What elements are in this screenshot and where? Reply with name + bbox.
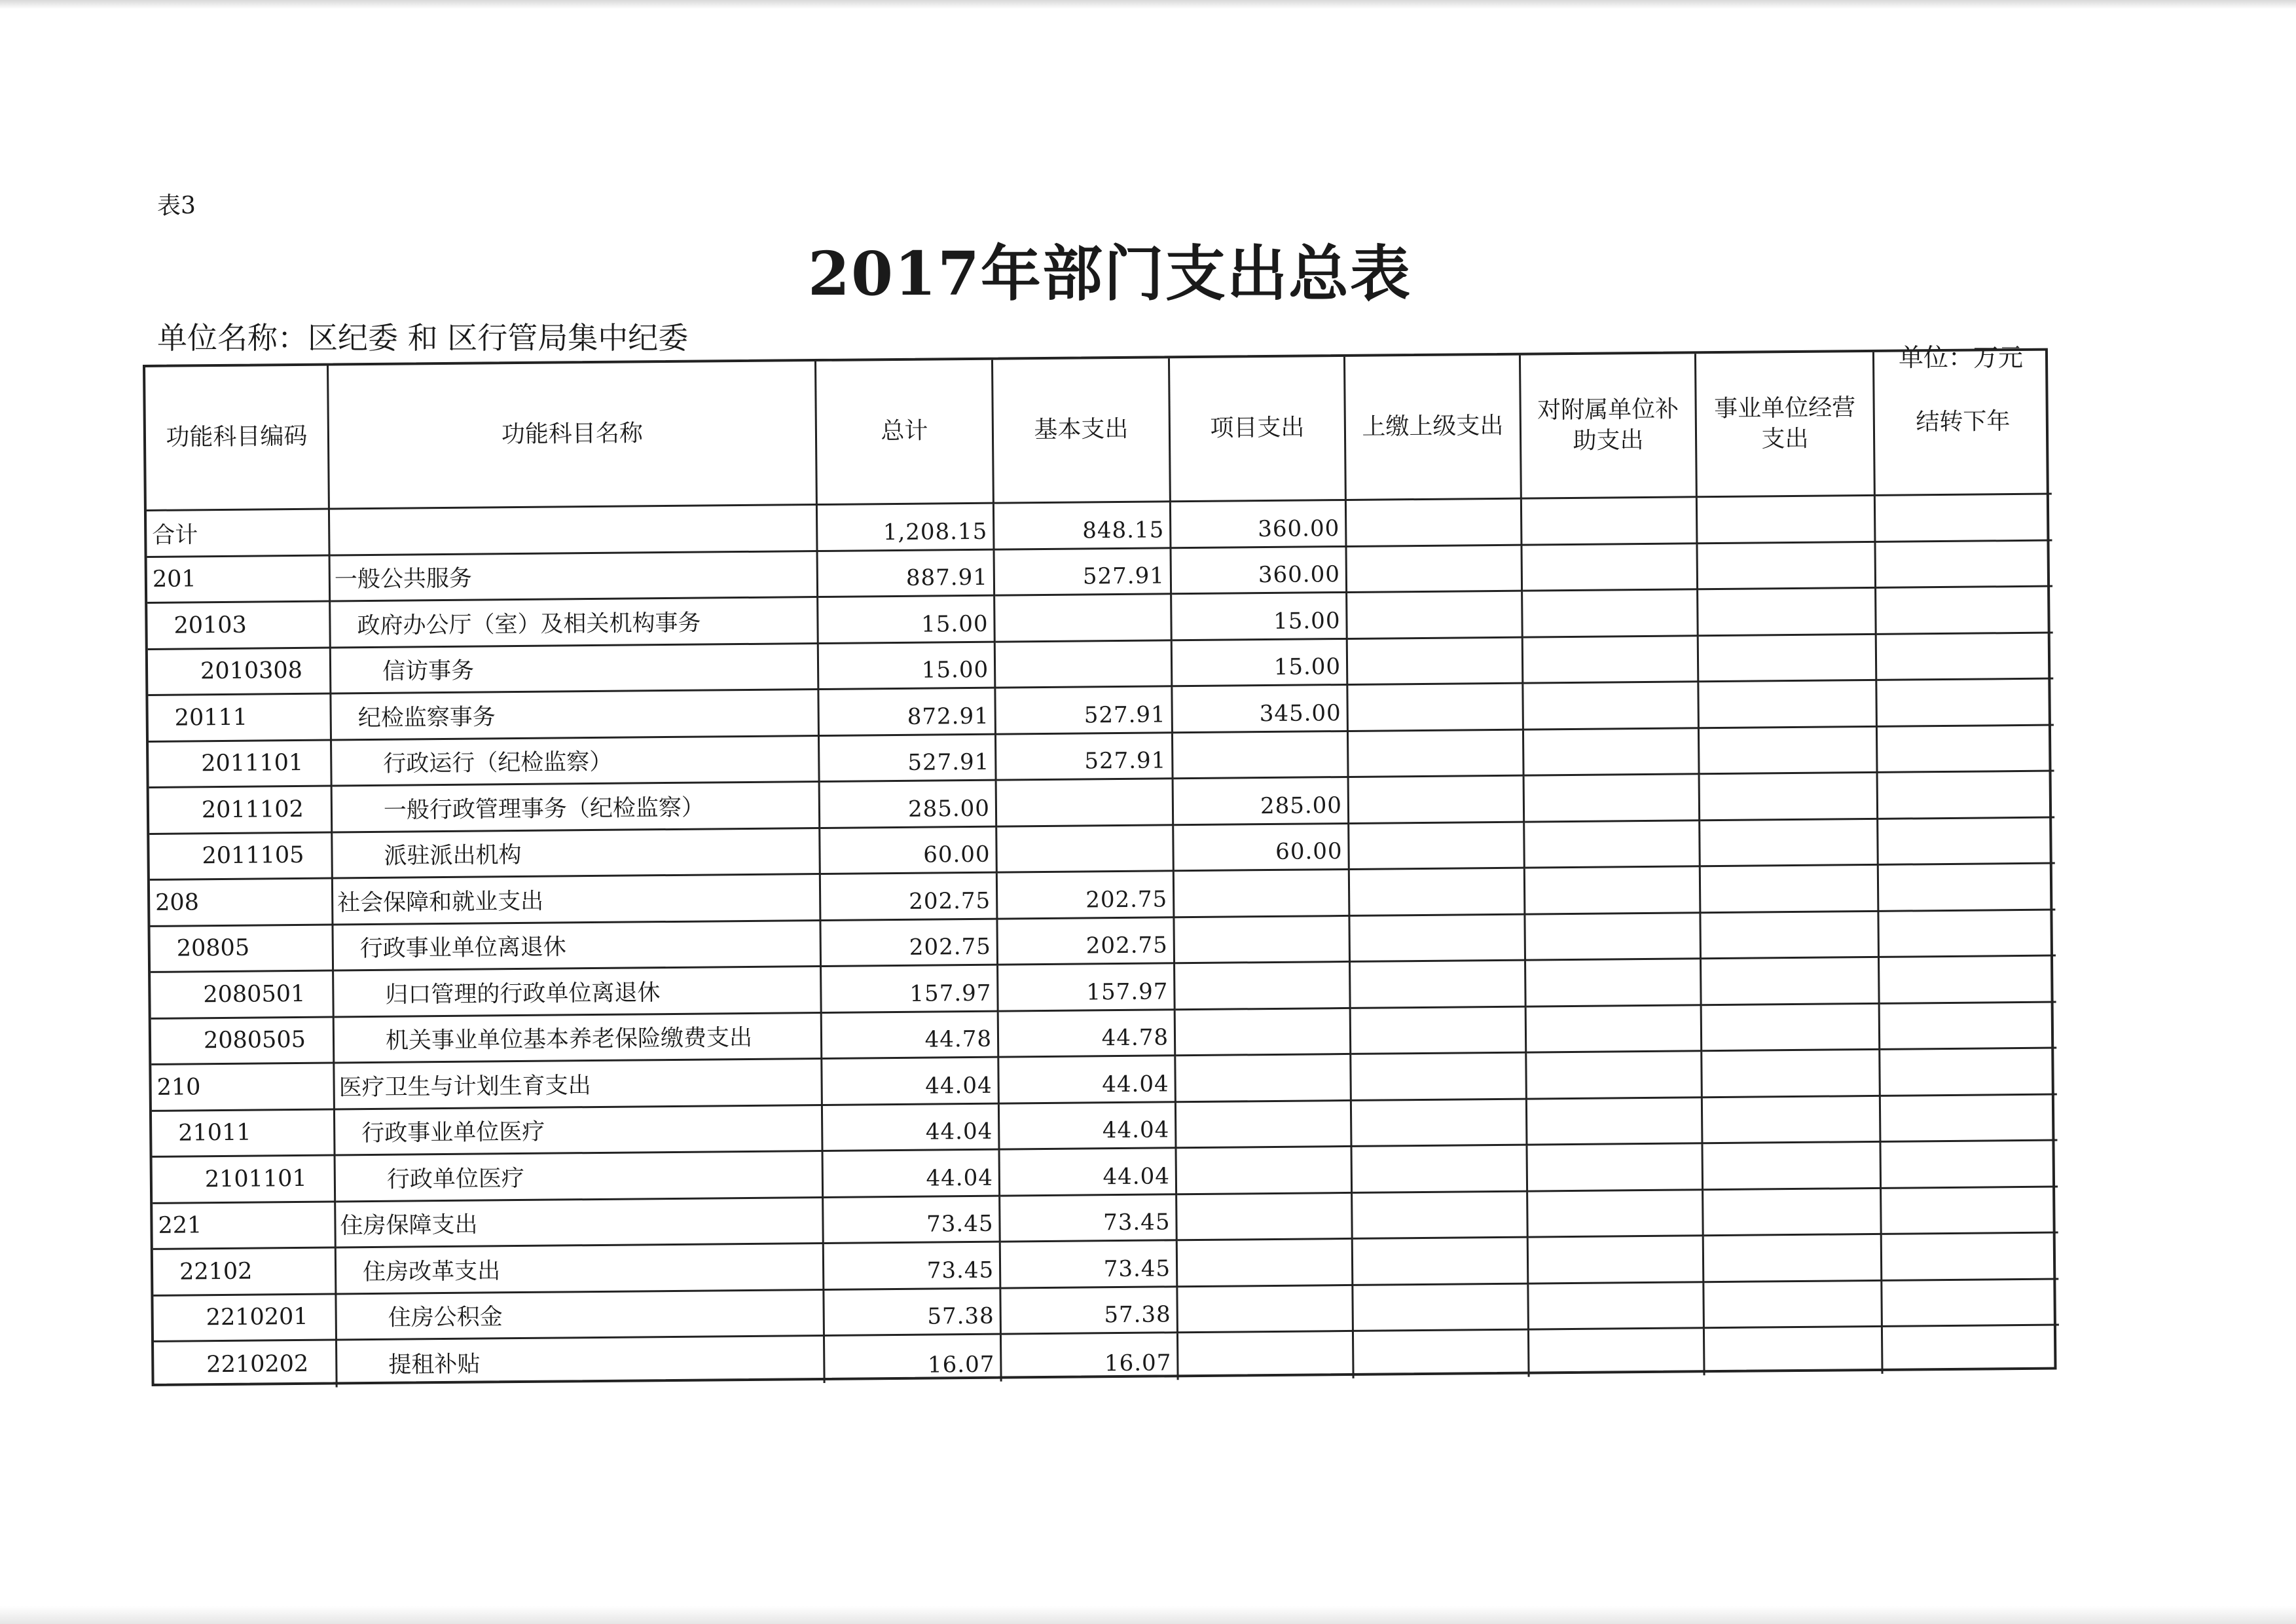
cell-total: 285.00 bbox=[820, 781, 998, 829]
cell-code: 221 bbox=[153, 1202, 337, 1250]
cell-carry bbox=[1879, 910, 2056, 958]
cell-project bbox=[1175, 870, 1351, 918]
cell-carry bbox=[1876, 587, 2053, 635]
cell-subsidy bbox=[1527, 1144, 1704, 1192]
cell-business bbox=[1700, 727, 1878, 775]
cell-subsidy bbox=[1525, 867, 1702, 915]
cell-business bbox=[1703, 1096, 1882, 1144]
cell-basic: 44.04 bbox=[999, 1056, 1176, 1104]
cell-basic bbox=[995, 595, 1173, 642]
cell-total: 44.04 bbox=[823, 1104, 1000, 1152]
cell-basic: 44.04 bbox=[1000, 1103, 1177, 1151]
cell-total: 57.38 bbox=[824, 1289, 1002, 1337]
cell-subsidy bbox=[1525, 775, 1701, 822]
document-title: 2017年部门支出总表 bbox=[807, 238, 1412, 309]
cell-project: 345.00 bbox=[1173, 686, 1349, 733]
cell-upper bbox=[1351, 961, 1527, 1009]
cell-total: 202.75 bbox=[821, 919, 998, 967]
cell-name: 一般行政管理事务（纪检监察） bbox=[333, 783, 821, 833]
cell-upper bbox=[1353, 1192, 1529, 1240]
cell-upper bbox=[1349, 822, 1525, 870]
cell-basic: 44.04 bbox=[1000, 1149, 1178, 1196]
cell-basic: 202.75 bbox=[998, 918, 1175, 966]
cell-carry bbox=[1881, 1141, 2058, 1189]
header-basic: 基本支出 bbox=[993, 358, 1171, 504]
cell-business bbox=[1703, 1143, 1882, 1190]
cell-subsidy bbox=[1529, 1329, 1705, 1376]
cell-project bbox=[1178, 1332, 1355, 1380]
cell-name bbox=[330, 506, 818, 556]
header-project: 项目支出 bbox=[1170, 357, 1347, 502]
cell-basic: 57.38 bbox=[1001, 1287, 1178, 1335]
cell-subsidy bbox=[1523, 637, 1700, 684]
cell-business bbox=[1698, 542, 1876, 590]
cell-total: 60.00 bbox=[820, 827, 998, 875]
cell-business bbox=[1701, 866, 1880, 913]
cell-business bbox=[1700, 773, 1879, 821]
cell-subsidy bbox=[1526, 959, 1702, 1007]
cell-project bbox=[1173, 731, 1349, 779]
cell-project: 15.00 bbox=[1173, 639, 1349, 687]
cell-total: 202.75 bbox=[821, 874, 998, 921]
cell-business bbox=[1698, 496, 1876, 544]
cell-subsidy bbox=[1525, 913, 1702, 961]
cell-project bbox=[1175, 963, 1351, 1010]
cell-basic: 848.15 bbox=[994, 502, 1172, 550]
cell-basic: 16.07 bbox=[1002, 1333, 1179, 1381]
cell-total: 1,208.15 bbox=[818, 504, 995, 552]
cell-code: 2101101 bbox=[153, 1156, 337, 1204]
cell-carry bbox=[1883, 1326, 2060, 1374]
cell-carry bbox=[1876, 495, 2052, 543]
header-total: 总计 bbox=[816, 360, 994, 506]
cell-code: 合计 bbox=[147, 510, 331, 558]
table-number: 表3 bbox=[157, 193, 196, 219]
cell-code: 201 bbox=[147, 556, 331, 604]
cell-total: 887.91 bbox=[818, 550, 996, 598]
cell-basic: 202.75 bbox=[998, 872, 1175, 919]
cell-total: 44.04 bbox=[822, 1058, 1000, 1106]
cell-total: 15.00 bbox=[819, 642, 996, 690]
cell-name: 归口管理的行政单位离退休 bbox=[334, 967, 822, 1018]
cell-business bbox=[1704, 1189, 1882, 1236]
cell-project bbox=[1176, 1055, 1352, 1103]
cell-upper bbox=[1350, 869, 1526, 917]
cell-project bbox=[1175, 916, 1351, 964]
cell-total: 872.91 bbox=[819, 689, 996, 737]
cell-total: 44.78 bbox=[822, 1012, 1000, 1060]
cell-basic bbox=[997, 779, 1175, 827]
cell-total: 73.45 bbox=[824, 1243, 1002, 1291]
cell-name: 住房改革支出 bbox=[337, 1244, 825, 1295]
cell-carry bbox=[1877, 633, 2054, 681]
cell-subsidy bbox=[1523, 682, 1700, 730]
cell-carry bbox=[1878, 772, 2055, 820]
cell-code: 20103 bbox=[147, 602, 331, 650]
cell-upper bbox=[1353, 1284, 1529, 1332]
cell-upper bbox=[1351, 1054, 1527, 1101]
cell-project bbox=[1178, 1285, 1354, 1333]
cell-basic: 73.45 bbox=[1001, 1241, 1178, 1289]
cell-subsidy bbox=[1529, 1236, 1705, 1284]
cell-name: 一般公共服务 bbox=[331, 552, 819, 602]
cell-project bbox=[1177, 1193, 1353, 1241]
cell-upper bbox=[1349, 777, 1525, 824]
cell-business bbox=[1700, 819, 1879, 867]
cell-business bbox=[1699, 635, 1878, 682]
organization-label: 单位名称：区纪委 和 区行管局集中纪委 bbox=[157, 320, 689, 356]
header-carry: 结转下年 bbox=[1874, 351, 2052, 496]
cell-subsidy bbox=[1523, 590, 1699, 638]
header-name: 功能科目名称 bbox=[329, 361, 818, 509]
cell-project bbox=[1176, 1101, 1353, 1149]
cell-subsidy bbox=[1528, 1190, 1704, 1238]
cell-carry bbox=[1876, 541, 2052, 589]
cell-carry bbox=[1877, 680, 2054, 728]
cell-name: 住房公积金 bbox=[337, 1290, 825, 1340]
cell-total: 44.04 bbox=[824, 1151, 1001, 1198]
cell-business bbox=[1702, 1004, 1881, 1052]
cell-upper bbox=[1353, 1238, 1529, 1286]
cell-basic bbox=[997, 826, 1175, 874]
cell-project: 360.00 bbox=[1171, 501, 1347, 549]
cell-basic: 73.45 bbox=[1000, 1195, 1178, 1243]
cell-business bbox=[1705, 1327, 1884, 1375]
cell-carry bbox=[1878, 726, 2054, 773]
cell-code: 20805 bbox=[150, 925, 334, 973]
cell-business bbox=[1701, 912, 1880, 959]
expenditure-table bbox=[143, 348, 2057, 1386]
cell-basic: 44.78 bbox=[999, 1010, 1176, 1058]
cell-code: 2210201 bbox=[153, 1295, 337, 1342]
cell-upper bbox=[1347, 500, 1523, 547]
header-subsidy: 对附属单位补助支出 bbox=[1521, 354, 1698, 499]
cell-upper bbox=[1349, 730, 1525, 778]
cell-basic: 527.91 bbox=[996, 687, 1173, 735]
cell-project: 360.00 bbox=[1172, 547, 1348, 595]
cell-code: 2210202 bbox=[154, 1340, 338, 1388]
cell-business bbox=[1702, 1050, 1881, 1098]
cell-carry bbox=[1880, 1003, 2057, 1050]
cell-carry bbox=[1882, 1187, 2058, 1235]
cell-subsidy bbox=[1527, 1098, 1704, 1146]
cell-code: 208 bbox=[150, 879, 334, 927]
cell-code: 22102 bbox=[153, 1248, 337, 1296]
cell-total: 73.45 bbox=[824, 1196, 1001, 1244]
cell-name: 行政单位医疗 bbox=[336, 1152, 824, 1202]
cell-subsidy bbox=[1529, 1283, 1705, 1331]
cell-total: 157.97 bbox=[822, 966, 999, 1014]
cell-carry bbox=[1879, 864, 2056, 912]
cell-upper bbox=[1347, 592, 1523, 640]
cell-subsidy bbox=[1527, 1006, 1703, 1054]
scan-edge-bottom bbox=[0, 1606, 2296, 1624]
cell-project bbox=[1178, 1240, 1354, 1287]
cell-basic bbox=[996, 641, 1173, 689]
cell-carry bbox=[1878, 818, 2055, 866]
cell-basic: 527.91 bbox=[995, 549, 1173, 597]
cell-carry bbox=[1880, 1049, 2057, 1097]
cell-subsidy bbox=[1524, 729, 1700, 777]
cell-basic: 157.97 bbox=[998, 964, 1176, 1012]
unit-label: 单位：万元 bbox=[1899, 343, 2024, 372]
cell-project: 285.00 bbox=[1174, 778, 1350, 826]
cell-upper bbox=[1352, 1099, 1528, 1147]
header-business: 事业单位经营支出 bbox=[1696, 352, 1876, 498]
cell-name: 信访事务 bbox=[331, 644, 820, 695]
cell-name: 社会保障和就业支出 bbox=[333, 875, 822, 925]
cell-business bbox=[1702, 958, 1880, 1006]
cell-business bbox=[1704, 1281, 1883, 1329]
cell-code: 20111 bbox=[148, 695, 332, 743]
cell-code: 2011102 bbox=[149, 786, 333, 834]
cell-total: 527.91 bbox=[820, 735, 997, 783]
cell-carry bbox=[1882, 1280, 2059, 1327]
cell-code: 2080501 bbox=[151, 971, 335, 1019]
cell-total: 16.07 bbox=[825, 1335, 1002, 1383]
cell-business bbox=[1704, 1235, 1883, 1283]
cell-code: 2011101 bbox=[149, 741, 333, 788]
cell-name: 政府办公厅（室）及相关机构事务 bbox=[331, 598, 819, 648]
cell-project: 15.00 bbox=[1172, 593, 1348, 641]
cell-upper bbox=[1348, 684, 1524, 732]
cell-name: 住房保障支出 bbox=[336, 1198, 824, 1248]
header-code: 功能科目编码 bbox=[145, 366, 330, 511]
cell-business bbox=[1699, 681, 1878, 729]
cell-basic: 527.91 bbox=[996, 733, 1174, 781]
cell-name: 行政运行（纪检监察） bbox=[332, 736, 820, 786]
cell-total: 15.00 bbox=[818, 597, 996, 644]
cell-carry bbox=[1880, 957, 2056, 1005]
cell-code: 2010308 bbox=[148, 648, 332, 696]
cell-name: 派驻派出机构 bbox=[333, 828, 821, 879]
cell-upper bbox=[1352, 1146, 1528, 1194]
cell-code: 2011105 bbox=[149, 833, 333, 881]
cell-project: 60.00 bbox=[1174, 824, 1350, 872]
header-upper: 上缴上级支出 bbox=[1345, 356, 1522, 501]
cell-name: 行政事业单位离退休 bbox=[333, 921, 822, 971]
cell-subsidy bbox=[1527, 1052, 1703, 1099]
cell-upper bbox=[1347, 545, 1523, 593]
cell-code: 2080505 bbox=[151, 1018, 335, 1065]
cell-carry bbox=[1881, 1095, 2058, 1143]
cell-subsidy bbox=[1522, 498, 1698, 545]
cell-name: 提租补贴 bbox=[337, 1337, 826, 1387]
cell-business bbox=[1698, 589, 1877, 637]
cell-subsidy bbox=[1522, 544, 1698, 592]
cell-name: 医疗卫生与计划生育支出 bbox=[335, 1060, 823, 1110]
cell-upper bbox=[1354, 1331, 1530, 1378]
cell-code: 210 bbox=[151, 1063, 335, 1111]
cell-carry bbox=[1882, 1234, 2059, 1282]
cell-upper bbox=[1351, 1007, 1527, 1055]
scan-edge-top bbox=[0, 0, 2296, 9]
cell-name: 纪检监察事务 bbox=[331, 690, 820, 741]
cell-upper bbox=[1348, 638, 1524, 686]
cell-name: 行政事业单位医疗 bbox=[335, 1105, 824, 1156]
cell-subsidy bbox=[1525, 821, 1701, 869]
cell-name: 机关事业单位基本养老保险缴费支出 bbox=[335, 1013, 823, 1063]
cell-upper bbox=[1350, 915, 1526, 963]
cell-code: 21011 bbox=[152, 1110, 336, 1158]
cell-project bbox=[1176, 1008, 1352, 1056]
cell-project bbox=[1177, 1147, 1353, 1195]
